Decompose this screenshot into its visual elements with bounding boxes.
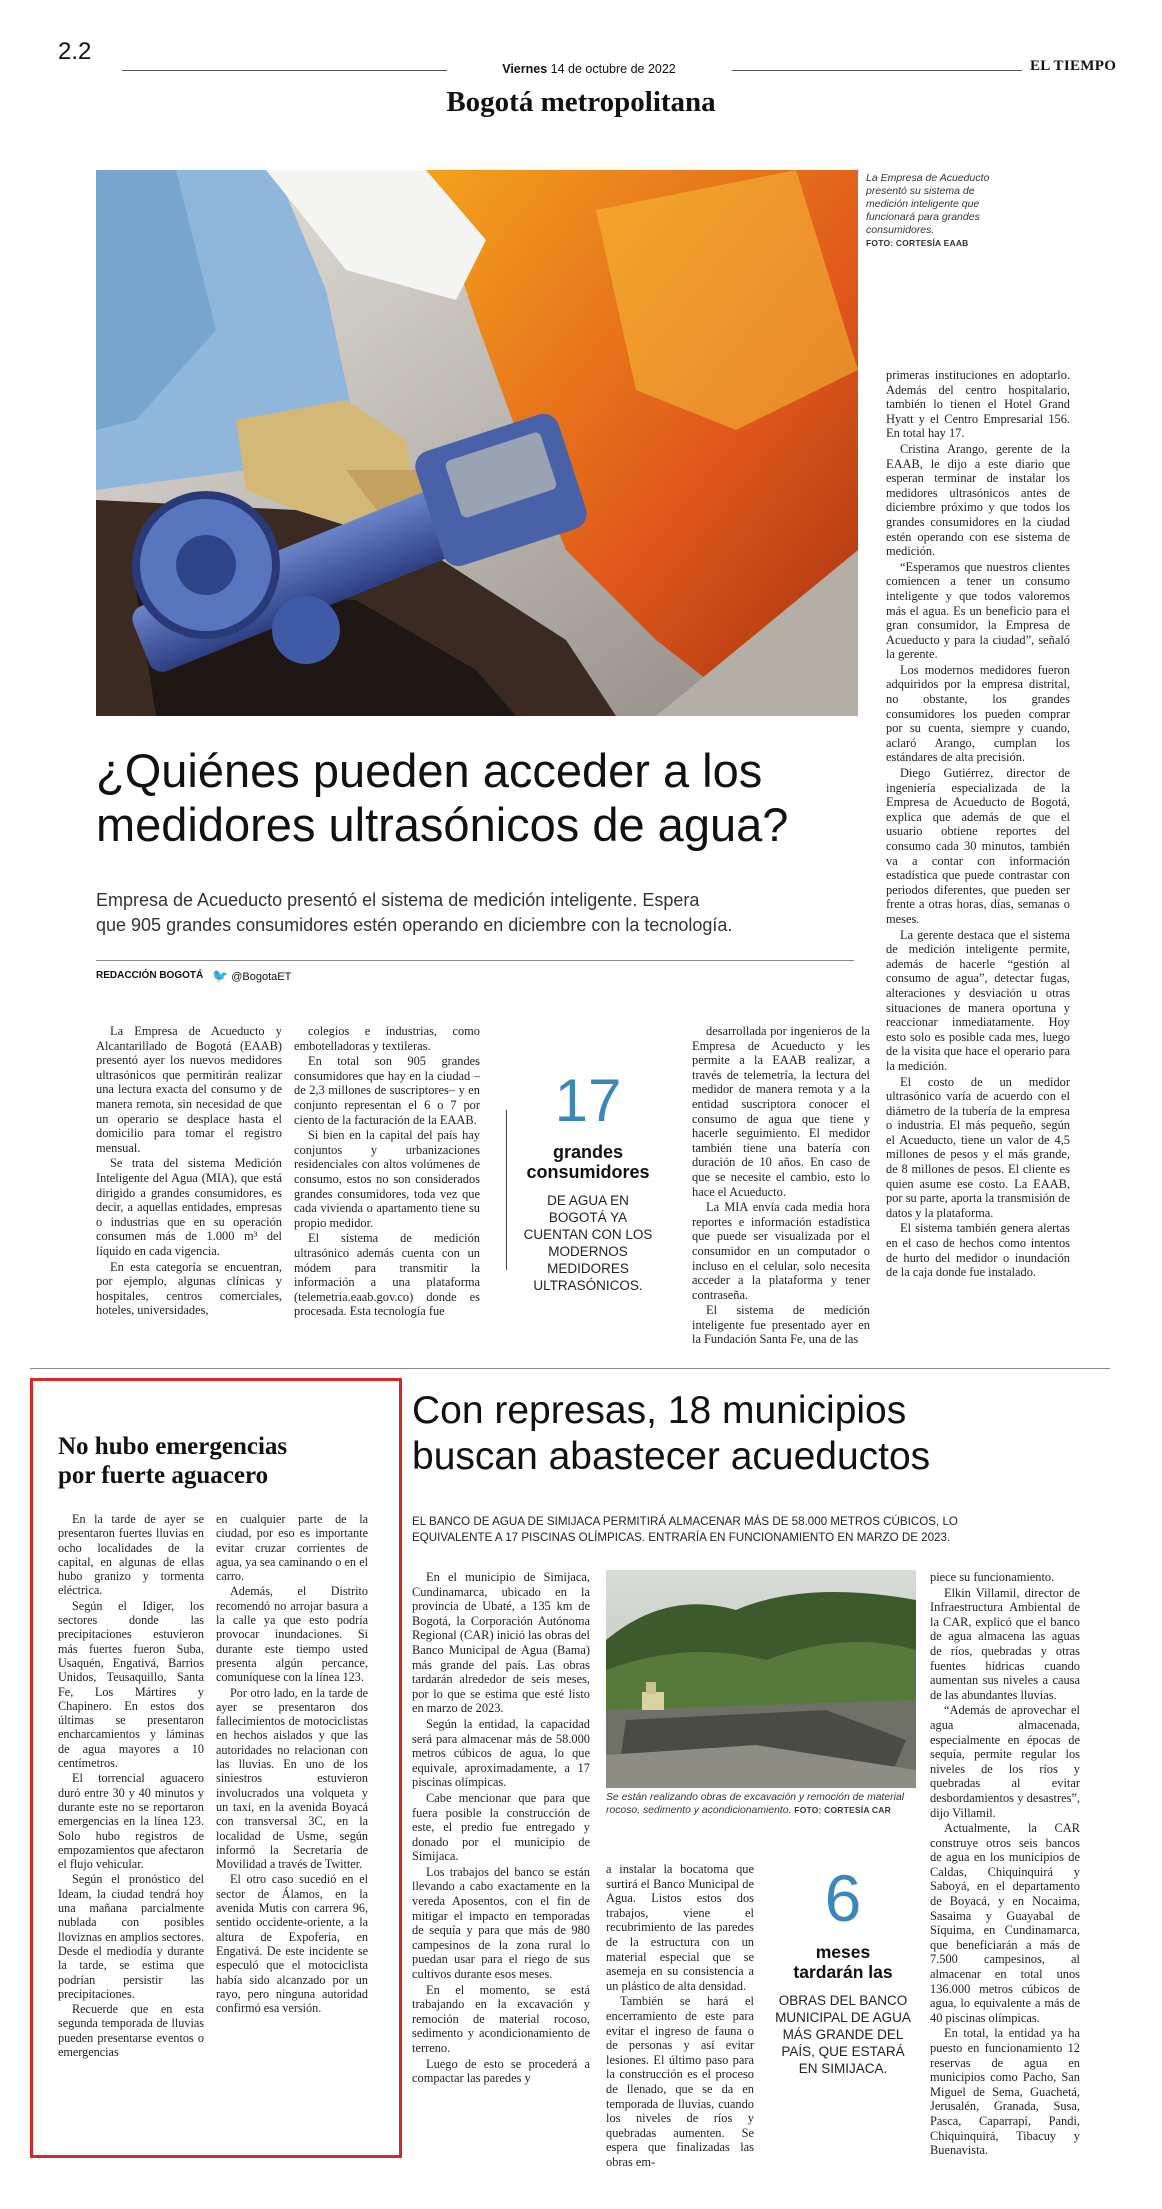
paragraph: El sistema de medición inteligente fue presentado ayer en la Fundación Santa Fe, una de las	[692, 1303, 870, 1347]
twitter-handle	[212, 968, 291, 984]
main-deck-line1: Empresa de Acueducto presentó el sistema de medición inteligente. Espera	[96, 890, 700, 910]
sidebar-headline	[58, 1432, 378, 1490]
paragraph: Además, el Distrito recomendó no arrojar basura a la calle ya que esto podría provocar inundaciones. Si durante este tiempo usted presenta algún percance, comuníquese con la línea 123.	[216, 1584, 368, 1685]
stat-desc-17: DE AGUA EN BOGOTÁ YA CUENTAN CON LOS MODERNOS MEDIDORES ULTRASÓNICOS.	[523, 1193, 653, 1293]
paragraph: En total, la entidad ya ha puesto en funcionamiento 12 reservas de agua en municipios como Pacho, San Miguel de Sema, Guachetá, Jerusalén, Granada, Susa, Pasca, Caparrapí, Pandi, Chiquinquirá, Tibacuy y Buenavista.	[930, 2026, 1080, 2158]
second-headline-line2: buscan abastecer acueductos	[412, 1435, 931, 1478]
paragraph: en cualquier parte de la ciudad, por eso es importante evitar cruzar corrientes de agua, ya sea caminando o en el carro.	[216, 1512, 368, 1584]
paragraph: La gerente destaca que el sistema de medición inteligente permite, además de hacerle “gestión al consumo de agua”, detectar fugas, alteraciones y desviación u otras situaciones de manera oportuna y reaccionar inmediatamente. Hoy esto solo es posible cada mes, luego de la visita que hace el operario para la medición.	[886, 927, 1070, 1073]
stat-number-17: 17	[554, 1067, 622, 1134]
second-col-1	[412, 1570, 590, 2086]
water-meter-illustration	[96, 170, 858, 716]
main-col-4	[692, 1024, 870, 1347]
second-photo-caption-text: Se están realizando obras de excavación y remoción de material rocoso, sedimento y acondicionamiento.	[606, 1792, 905, 1817]
paragraph: Si bien en la capital del país hay conjuntos y urbanizaciones residenciales con altos volúmenes de consumo, estos no son considerados grandes consumidores, toda vez que cada vivienda o apartamento tiene su propio medidor.	[294, 1128, 480, 1230]
byline-rule	[96, 960, 854, 961]
header-date	[454, 62, 724, 76]
paragraph: colegios e industrias, como embotelladoras y textileras.	[294, 1024, 480, 1053]
paragraph: En total son 905 grandes consumidores que hay en la ciudad –de 2,3 millones de suscriptores– y en conjunto representan el 6 o 7 por ciento de la facturación de la EAAB.	[294, 1054, 480, 1127]
second-headline-line1: Con represas, 18 municipios	[412, 1389, 907, 1432]
water-meter-photo	[96, 170, 858, 716]
header-rule-left	[122, 70, 447, 71]
paragraph: a instalar la bocatoma que surtirá el Banco Municipal de Agua. Listos estos dos trabajos, viene el recubrimiento de las paredes de la estructura con un material especial que se asemeja en su consistencia a un plástico de alta densidad.	[606, 1862, 754, 1993]
paragraph: desarrollada por ingenieros de la Empresa de Acueducto y les permite a la EAAB realizar, a través de telemetría, la lectura del medidor de manera remota y a la entidad suscriptora conocer el consumo de agua que tiene y hacerle seguimiento. El medidor también tiene una batería con duración de 10 años. En caso de que se necesite el cambio, esto lo hace el Acueducto.	[692, 1024, 870, 1199]
main-deck-line2: que 905 grandes consumidores estén operando en diciembre con la tecnología.	[96, 915, 733, 935]
main-col-5	[886, 368, 1070, 1280]
stat-label-6	[768, 1942, 918, 1982]
second-deck	[412, 1514, 1132, 1546]
main-deck	[96, 888, 876, 938]
stat-label-17	[508, 1142, 668, 1182]
main-col-2	[294, 1024, 480, 1319]
second-deck-line1: EL BANCO DE AGUA DE SIMIJACA PERMITIRÁ ALMACENAR MÁS DE 58.000 METROS CÚBICOS, LO	[412, 1515, 958, 1528]
paragraph: Según el pronóstico del Ideam, la ciudad tendrá hoy una mañana parcialmente nublada con posibles lloviznas en amplios sectores. Desde el mediodía y durante la tarde, se estima que podrían persistir las precipitaciones.	[58, 1872, 204, 2001]
paragraph: Según el Idiger, los sectores donde las precipitaciones estuvieron más fuertes fueron Suba, Usaquén, Engativá, Barrios Unidos, Teusaquillo, Santa Fe, Los Mártires y Chapinero. En estos dos últimas se presentaron encharcamientos y láminas de agua mayores a 10 centímetros.	[58, 1598, 204, 1771]
stat-label-6-line2: tardarán las	[793, 1962, 893, 1982]
paragraph: Se trata del sistema Medición Inteligente del Agua (MIA), que está dirigido a grandes consumidores, es decir, a aquellas entidades, empresas o industrias que en su operación consumen más de 1.000 m³ del líquido en cada vigencia.	[96, 1156, 282, 1258]
sidebar-headline-line1: No hubo emergencias	[58, 1433, 288, 1460]
paragraph: “Esperamos que nuestros clientes comiencen a tener un consumo inteligente y que todos valoremos más el agua. Es un beneficio para el gran consumidor, la Empresa de Acueducto y para la ciudad”, señaló la gerente.	[886, 559, 1070, 662]
second-photo-credit: FOTO: CORTESÍA CAR	[794, 1805, 891, 1816]
second-deck-line2: EQUIVALENTE A 17 PISCINAS OLÍMPICAS. ENTRARÍA EN FUNCIONAMIENTO EN MARZO DE 2023.	[412, 1531, 951, 1544]
sidebar-headline-line2: por fuerte aguacero	[58, 1462, 269, 1489]
stat-label-17-line2: consumidores	[526, 1162, 650, 1182]
section-divider	[30, 1368, 1110, 1369]
paragraph: Luego de esto se procederá a compactar las paredes y	[412, 2056, 590, 2086]
main-photo-caption	[866, 172, 1016, 250]
paragraph: Recuerde que en esta segunda temporada de lluvias pueden presentarse eventos o emergencias	[58, 2002, 204, 2059]
header-date-text: 14 de octubre de 2022	[550, 62, 676, 76]
stat-number-6: 6	[824, 1861, 862, 1935]
main-photo-caption-text: La Empresa de Acueducto presentó su sistema de medición inteligente que funcionará para grandes consumidores.	[866, 172, 990, 236]
brand-logo: EL TIEMPO	[1030, 58, 1117, 74]
stat-box-17	[508, 1068, 668, 1313]
header-rule-right	[732, 70, 1022, 71]
stat-label-6-line1: meses	[815, 1942, 871, 1962]
stat-box-6	[768, 1862, 918, 2122]
stat-box-divider	[506, 1110, 507, 1270]
paragraph: primeras instituciones en adoptarlo. Además del centro hospitalario, también lo tienen el Hotel Grand Hyatt y el Centro Empresarial 156. En total hay 17.	[886, 368, 1070, 441]
stat-desc-6: OBRAS DEL BANCO MUNICIPAL DE AGUA MÁS GRANDE DEL PAÍS, QUE ESTARÁ EN SIMIJACA.	[775, 1993, 911, 2076]
second-photo-caption	[606, 1792, 916, 1818]
paragraph: La MIA envía cada media hora reportes e información estadística que puede ser visualizada por el consumidor en un computador o incluso en el celular, solo necesita acceder a la plataforma y tener contraseña.	[692, 1200, 870, 1302]
paragraph: En el municipio de Simijaca, Cundinamarca, ubicado en la provincia de Ubaté, a 135 km de Bogotá, la Corporación Autónoma Regional (CAR) inició las obras del Banco Municipal de Agua (Bama) más grande del país. Las obras tardarán alrededor de seis meses, por lo que se estima que esté listo en marzo de 2023.	[412, 1570, 590, 1716]
paragraph: Diego Gutiérrez, director de ingeniería especializada de la Empresa de Acueducto de Bogotá, explica que además de que el usuario obtiene reportes del consumo cada 30 minutos, también va a contar con información estadística que puede contrastar con periodos diferentes, que pueden ser frente a otras horas, días, semanas o meses.	[886, 766, 1070, 926]
main-headline-line2: medidores ultrasónicos de agua?	[96, 798, 789, 851]
byline	[96, 970, 203, 981]
paragraph: Según la entidad, la capacidad será para almacenar más de 58.000 metros cúbicos de agua, lo que equivale, aproximadamente, a 17 piscinas olímpicas.	[412, 1716, 590, 1790]
second-col-3	[930, 1570, 1080, 2158]
twitter-handle-text: @BogotaET	[231, 971, 292, 983]
paragraph: Cristina Arango, gerente de la EAAB, le dijo a este diario que esperan terminar de instalar los medidores ultrasónicos antes de diciembre próximo y que todos los grandes consumidores en la ciudad estén operando con ese sistema de medición.	[886, 441, 1070, 559]
main-photo-credit: FOTO: CORTESÍA EAAB	[866, 238, 969, 248]
main-headline	[96, 744, 876, 852]
paragraph: El torrencial aguacero duró entre 30 y 40 minutos y durante este no se reportaron emergencias en la línea 123. Solo hubo registros de empozamientos que afectaron el flujo vehicular.	[58, 1771, 204, 1872]
paragraph: En esta categoría se encuentran, por ejemplo, algunas clínicas y hospitales, centros comerciales, hoteles, universidades,	[96, 1259, 282, 1318]
second-headline	[412, 1388, 1132, 1480]
paragraph: También se hará el encerramiento de este para evitar el ingreso de fauna o de personas y así evitar lesiones. El último paso para la construcción es el proceso de llenado, que se da en temporada de lluvias, cuando los niveles de ríos y quebradas aumenten. Se espera que finalizadas las obras em-	[606, 1994, 754, 2169]
paragraph: Los trabajos del banco se están llevando a cabo exactamente en la vereda Aposentos, con el fin de mitigar el impacto en temporadas de sequía y para que más de 980 campesinos de la zona rural lo puedan usar para el riego de sus cultivos durante esos meses.	[412, 1864, 590, 1982]
sidebar-col-2	[216, 1512, 368, 2015]
paragraph: “Además de aprovechar el agua almacenada, especialmente en épocas de sequía, permite regular los niveles de los ríos y quebradas al evitar desbordamientos y desastres”, dijo Villamil.	[930, 1703, 1080, 1820]
paragraph: Cabe mencionar que para que fuera posible la construcción de este, el predio fue entregado y donado por el municipio de Simijaca.	[412, 1790, 590, 1864]
page-number: 2.2	[58, 38, 92, 65]
paragraph: El sistema también genera alertas en el caso de hechos como intentos de hurto del medidor o inundación de la caja donde fue instalado.	[886, 1221, 1070, 1280]
main-col-1	[96, 1024, 282, 1318]
paragraph: Elkin Villamil, director de Infraestructura Ambiental de la CAR, explicó que el banco de agua almacena las aguas de ríos, quebradas y otras fuentes hídricas cuando aumentan sus niveles a causa de las abundantes lluvias.	[930, 1585, 1080, 1702]
paragraph: La Empresa de Acueducto y Alcantarillado de Bogotá (EAAB) presentó ayer los nuevos medidores ultrasónicos que permitirán realizar una lectura exacta del consumo y de manera remota, sin necesidad de que un operario se desplace hasta el domicilio para tomar el registro mensual.	[96, 1024, 282, 1155]
excavation-illustration	[606, 1570, 916, 1788]
paragraph: piece su funcionamiento.	[930, 1570, 1055, 1584]
paragraph: Por otro lado, en la tarde de ayer se presentaron dos fallecimientos de motociclistas en hechos aislados y que las autoridades no relacionan con las lluvias. En uno de los siniestros estuvieron involucrados una volqueta y un taxi, en la avenida Boyacá con transversal 3C, en la localidad de Usme, según informó la Secretaría de Movilidad a través de Twitter.	[216, 1685, 368, 1872]
paragraph: En la tarde de ayer se presentaron fuertes lluvias en ocho localidades de la capital, en algunas de ellas hubo granizo y tormenta eléctrica.	[58, 1512, 204, 1598]
paragraph: Los modernos medidores fueron adquiridos por la empresa distrital, no obstante, los grandes consumidores los pueden comprar por su cuenta, siempre y cuando, aclaró Arango, cumplan los estándares de alta precisión.	[886, 662, 1070, 765]
header-day: Viernes	[502, 62, 548, 76]
paragraph: El costo de un medidor ultrasónico varía de acuerdo con el diámetro de la tubería de la empresa o industria. El más pequeño, según el Acueducto, tiene un valor de 4,5 millones de pesos y el más grande, de 8 millones de pesos. El cliente es quien asume ese costo. La EAAB, por su parte, aporta la transmisión de datos y la plataforma.	[886, 1074, 1070, 1220]
main-headline-line1: ¿Quiénes pueden acceder a los	[96, 744, 763, 797]
paragraph: El otro caso sucedió en el sector de Álamos, en la avenida Mutis con carrera 96, sentido occidente-oriente, a la altura de Expoferia, en Engativá. De este incidente se especuló que el motociclista había sido alcanzado por un rayo, pero ninguna autoridad confirmó esa versión.	[216, 1872, 368, 2016]
twitter-bird-icon: 🐦	[212, 968, 229, 983]
sidebar-col-1	[58, 1512, 204, 2059]
stat-label-17-line1: grandes	[552, 1142, 624, 1162]
excavation-photo	[606, 1570, 916, 1788]
paragraph: El sistema de medición ultrasónico además cuenta con un módem para transmitir la información a una plataforma (telemetria.eaab.gov.co) donde es procesada. Esta tecnología fue	[294, 1231, 480, 1319]
paragraph: En el momento, se está trabajando en la excavación y remoción de material rocoso, sedimento y acondicionamiento de terreno.	[412, 1982, 590, 2055]
paragraph: Actualmente, la CAR construye otros seis bancos de agua en los municipios de Caldas, Chiquinquirá y Saboyá, en el departamento de Boyacá, y en Nocaima, Sasaima y Guayabal de Síquima, en Cundinamarca, que beneficiarán a más de 7.500 campesinos, al almacenar en total unos 136.000 metros cúbicos de agua, lo equivalente a más de 40 piscinas olímpicas.	[930, 1821, 1080, 2025]
section-title: Bogotá metropolitana	[446, 86, 716, 118]
byline-author: REDACCIÓN BOGOTÁ	[96, 970, 204, 981]
second-col-2	[606, 1862, 754, 2169]
